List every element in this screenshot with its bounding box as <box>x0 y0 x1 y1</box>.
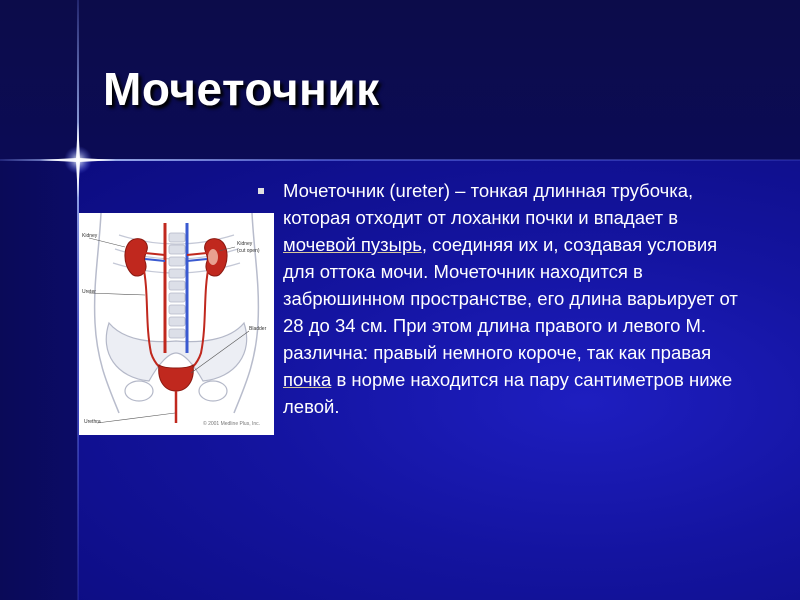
slide-body-text <box>283 177 753 420</box>
body-text-part-2: , соединяя их и, создавая условия для оттока мочи. Мочеточник находится в забрюшинном пространстве, его длина варьирует от 28 до 34 см. При этом длина правого и левого М. различна: правый немного короче, так как правая <box>283 234 738 363</box>
body-text-part-1: Мочеточник (ureter) – тонкая длинная трубочка, которая отходит от лоханки почки и впадает в <box>283 180 694 228</box>
slide-title: Мочеточник <box>103 63 380 115</box>
link-bladder[interactable]: мочевой пузырь <box>283 234 422 255</box>
label-kidney: Kidney <box>82 233 98 239</box>
label-kidney-right-sub: (cut open) <box>237 248 260 254</box>
label-kidney-right: Kidney <box>237 241 253 247</box>
horizontal-divider <box>0 159 800 161</box>
body-text-part-3: в норме находится на пару сантиметров ниже левой. <box>283 369 733 417</box>
label-bladder: Bladder <box>249 326 267 332</box>
figure-credit: © 2001 Medline Plus, Inc. <box>203 421 261 427</box>
label-ureter: Ureter <box>82 289 96 295</box>
sparkle-icon <box>38 120 118 200</box>
bullet-marker <box>258 188 264 194</box>
link-kidney[interactable]: почка <box>283 369 332 390</box>
urinary-system-illustration <box>79 213 274 435</box>
label-urethra: Urethra <box>84 419 101 425</box>
left-band <box>0 160 78 600</box>
